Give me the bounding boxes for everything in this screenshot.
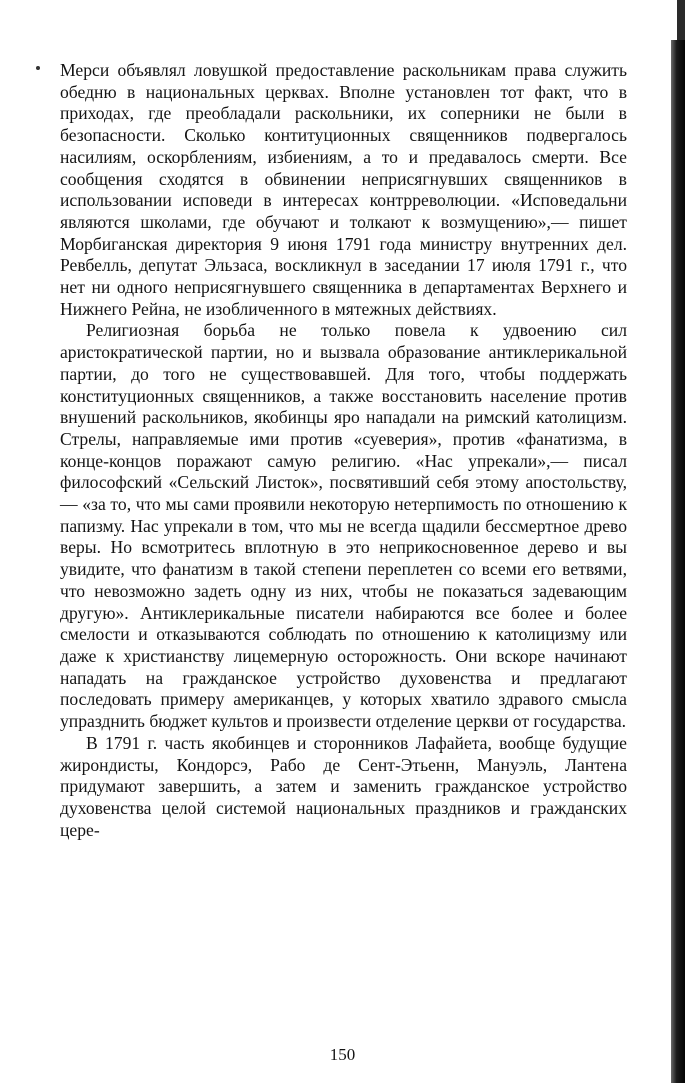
paragraph-3: В 1791 г. часть якобинцев и сторонников Лафайета, вообще будущие жирондисты, Кондорсэ, Рабо де Сент-Этьенн, Мануэль, Лантена придумают завершить, а затем и заменить гражданское устройство духовенства целой системой национальных праздников и гражданских цере- (60, 732, 627, 840)
paragraph-2: Религиозная борьба не только повела к удвоению сил аристократической партии, но и вызвала образование антиклерикальной партии, до того не существовавшей. Для того, чтобы поддержать конституционных священников, а также восстановить население против внушений раскольников, якобинцы яро нападали на римский католицизм. Стрелы, направляемые ими против «суеверия», против «фанатизма, в конце-концов поражают самую религию. «Нас упрекали»,— писал философский «Сельский Листок», посвятивший себя этому апостольству,— «за то, что мы сами проявили некоторую нетерпимость по отношению к папизму. Нас упрекали в том, что мы не всегда щадили бессмертное древо веры. Но всмотритесь вплотную в это неприкосновенное дерево и вы увидите, что фанатизм в такой степени переплетен со всеми его ветвями, что невозможно задеть одну из них, чтобы не показаться задевающим другую». Антиклерикальные писатели набираются все более и более смелости и отказываются соблюдать по отношению к католицизму или даже к христианству лицемерную осторожность. Они вскоре начинают нападать на гражданское устройство духовенства и предлагают последовать примеру американцев, у которых хватило здравого смысла упразднить бюджет культов и произвести отделение церкви от государства. (60, 320, 627, 732)
scan-speck (36, 66, 40, 70)
scan-shadow-top (677, 0, 685, 40)
paragraph-1: Мерси объявлял ловушкой предоставление раскольникам права служить обедню в национальных церквах. Вполне установлен тот факт, что в приходах, где преобладали раскольники, их соперники не были в безопасности. Сколько контитуционных священников подвергалось насилиям, оскорблениям, избиениям, а то и предавалось смерти. Все сообщения сходятся в обвинении неприсягнувших священников в использовании исповеди в интересах контрреволюции. «Исповедальни являются школами, где обучают и толкают к возмущению»,— пишет Морбиганская директория 9 июня 1791 года министру внутренних дел. Ревбелль, депутат Эльзаса, воскликнул в заседании 17 июля 1791 г., что нет ни одного неприсягнувшего священника в департаментах Верхнего и Нижнего Рейна, не изобличенного в мятежных действиях. (60, 60, 627, 319)
scan-shadow-edge (671, 40, 685, 1083)
book-page-text (60, 60, 627, 841)
page-number: 150 (329, 1045, 356, 1064)
